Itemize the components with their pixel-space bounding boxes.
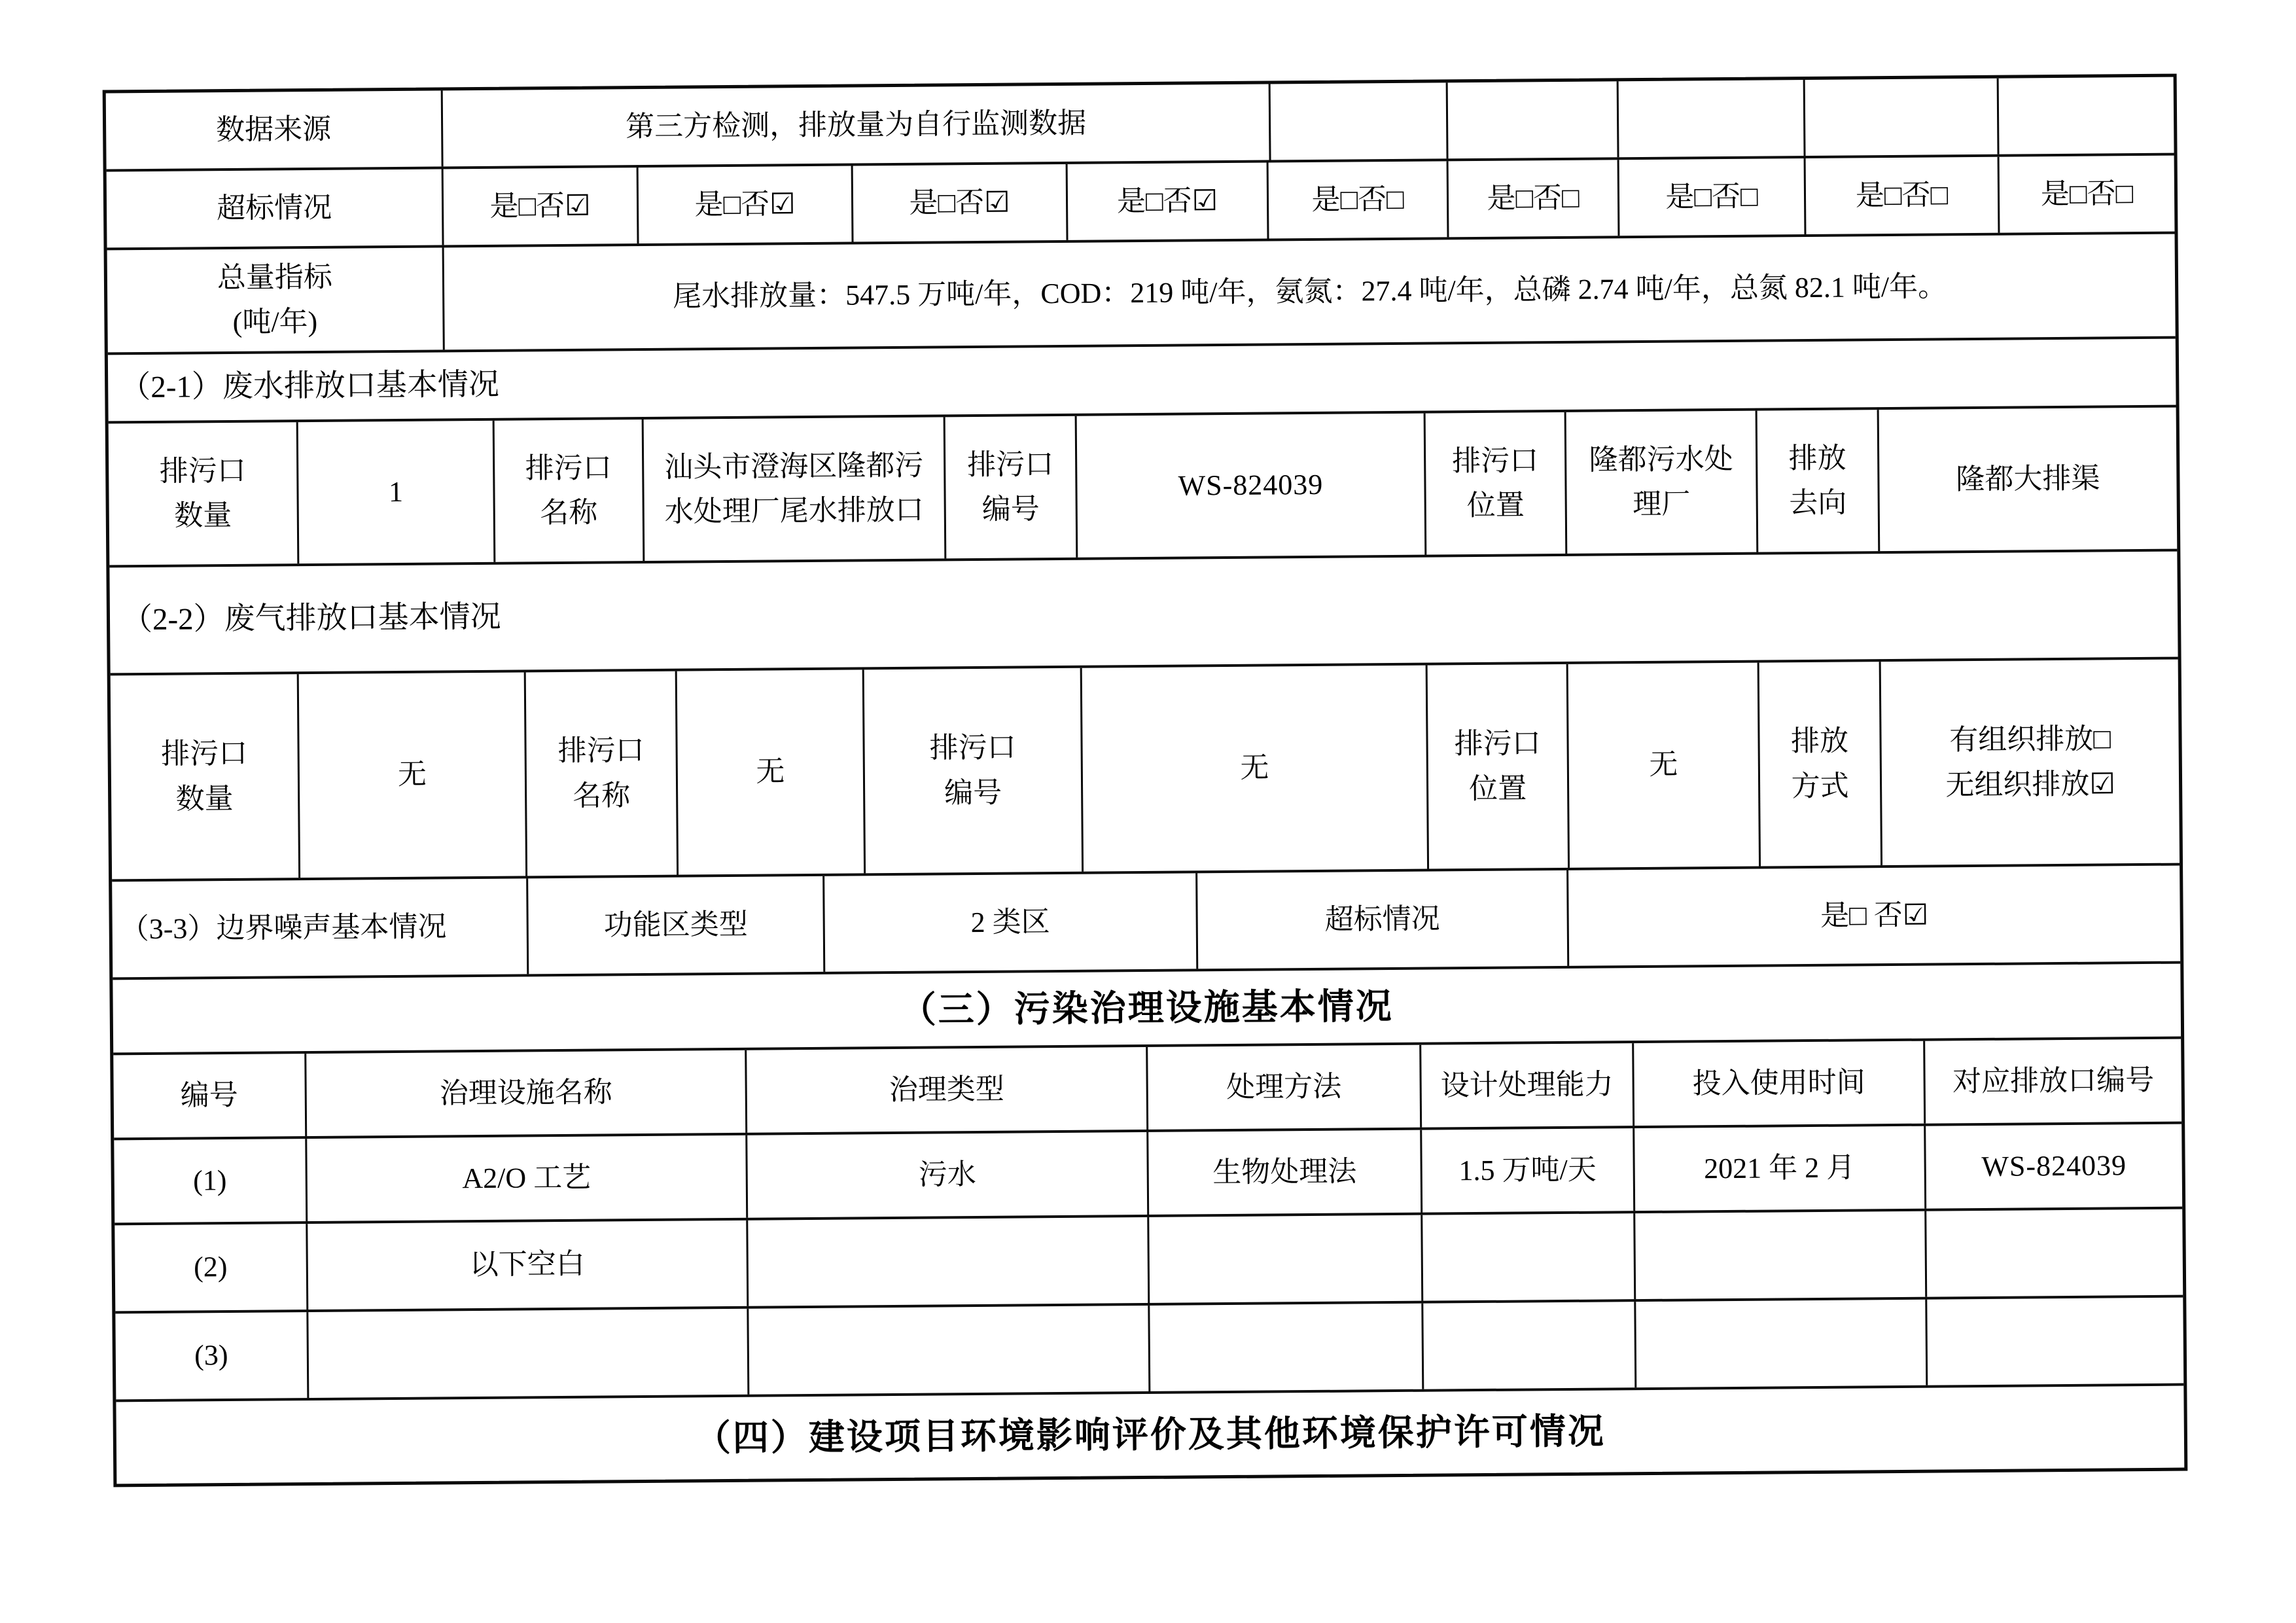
- discharge-direction-label-cell: 排放 去向: [1757, 410, 1881, 552]
- facility-cell-outlet-code: [1927, 1298, 2183, 1385]
- facility-cell-start-time: [1635, 1211, 1927, 1299]
- empty-cell: [1448, 81, 1619, 158]
- section-4-title-row: [116, 1386, 2184, 1484]
- total-quota-label-cell: 总量指标 (吨/年): [107, 247, 445, 352]
- facility-col-header-capacity: 设计处理能力: [1421, 1043, 1634, 1128]
- facility-cell-name: A2/O 工艺: [307, 1135, 748, 1221]
- section-2-1-title: （2-1）废水排放口基本情况: [120, 367, 500, 405]
- noise-section-title-cell: （3-3）边界噪声基本情况: [112, 878, 529, 977]
- facility-cell-capacity: [1423, 1302, 1636, 1389]
- facility-col-header-method: 处理方法: [1148, 1045, 1422, 1130]
- exceedance-label-cell: 超标情况: [107, 169, 444, 247]
- gas-outlet-row: [111, 660, 2180, 882]
- wastewater-outlet-row: [109, 408, 2178, 568]
- total-quota-row: [107, 234, 2176, 355]
- section-3-title: （三）污染治理设施基本情况: [900, 986, 1394, 1030]
- gas-outlet-code-value-cell: 无: [1082, 666, 1429, 872]
- empty-cell: [1999, 77, 2174, 154]
- exceedance-checkbox-cell: 是□否□: [1619, 158, 1807, 236]
- exceedance-checkbox-cell: 是□否□: [1269, 161, 1449, 238]
- facility-cell-outlet-code: [1926, 1209, 2183, 1297]
- facility-cell-type: [749, 1306, 1150, 1395]
- outlet-count-value-cell: 1: [298, 421, 496, 563]
- exceedance-checkbox-cell: 是□否□: [1806, 157, 2000, 234]
- facility-col-header-no: 编号: [113, 1054, 307, 1137]
- facility-cell-type: 污水: [747, 1132, 1149, 1218]
- facility-cell-method: 生物处理法: [1148, 1130, 1422, 1215]
- gas-outlet-location-label-cell: 排污口 位置: [1428, 664, 1570, 869]
- facility-cell-method: [1150, 1304, 1424, 1391]
- facility-col-header-outlet-code: 对应排放口编号: [1952, 1063, 2155, 1098]
- section-4-title: （四）建设项目环境影响评价及其他环境保护许可情况: [694, 1411, 1606, 1459]
- facility-cell-capacity: 1.5 万吨/天: [1422, 1128, 1635, 1213]
- exceedance-checkbox-cell: 是□否□: [1449, 160, 1620, 237]
- facility-row-1: [114, 1124, 2182, 1226]
- discharge-mode-label-cell: 排放 方式: [1759, 662, 1882, 866]
- exceedance-checkbox-cell: 是□否☑: [853, 164, 1069, 242]
- facility-cell-method: [1149, 1215, 1423, 1303]
- facility-cell-start-time: [1636, 1300, 1928, 1387]
- facility-header-row: [113, 1039, 2181, 1141]
- outlet-location-value-cell: 隆都污水处 理厂: [1566, 411, 1759, 554]
- discharge-mode-checkbox-cell: 有组织排放□ 无组织排放☑: [1945, 722, 2115, 801]
- facility-cell-outlet-code: WS-824039: [1981, 1149, 2127, 1183]
- exceedance-checkbox-cell: 是□否□: [2040, 177, 2134, 211]
- facility-col-header-type: 治理类型: [747, 1047, 1148, 1133]
- data-source-label-cell: 数据来源: [106, 90, 444, 169]
- facility-row-3: [115, 1298, 2183, 1402]
- outlet-name-label-cell: 排污口 名称: [495, 419, 645, 562]
- facility-col-header-name: 治理设施名称: [306, 1050, 747, 1136]
- zone-type-value-cell: 2 类区: [824, 873, 1198, 971]
- outlet-code-value-cell: WS-824039: [1077, 414, 1427, 558]
- outlet-name-value-cell: 汕头市澄海区隆都污 水处理厂尾水排放口: [644, 417, 947, 561]
- data-source-value-cell: 第三方检测，排放量为自行监测数据: [443, 84, 1271, 166]
- facility-cell-name: [308, 1309, 749, 1398]
- gas-outlet-name-value-cell: 无: [677, 669, 866, 874]
- facility-cell-name: 以下空白: [308, 1221, 749, 1310]
- facility-cell-start-time: 2021 年 2 月: [1634, 1126, 1926, 1211]
- exceedance-checkbox-cell: 是□否☑: [444, 168, 639, 245]
- facility-cell-no: (3): [115, 1312, 309, 1399]
- permit-info-table: [103, 74, 2188, 1488]
- empty-cell: [1805, 79, 2000, 156]
- noise-exceedance-checkbox-cell: 是□ 否☑: [1820, 899, 1929, 932]
- outlet-location-label-cell: 排污口 位置: [1426, 412, 1568, 555]
- gas-outlet-name-label-cell: 排污口 名称: [526, 671, 679, 876]
- facility-cell-type: [748, 1217, 1150, 1306]
- outlet-code-label-cell: 排污口 编号: [945, 416, 1078, 559]
- empty-cell: [1619, 80, 1806, 157]
- zone-type-label-cell: 功能区类型: [528, 876, 825, 974]
- facility-row-2: [115, 1209, 2183, 1314]
- section-2-2-title: （2-2）废气排放口基本情况: [121, 599, 501, 637]
- empty-cell: [1271, 82, 1449, 160]
- noise-row: [112, 866, 2180, 980]
- gas-outlet-code-label-cell: 排污口 编号: [864, 668, 1084, 874]
- gas-outlet-location-value-cell: 无: [1568, 663, 1761, 868]
- exceedance-checkbox-cell: 是□否☑: [1068, 162, 1269, 240]
- discharge-direction-value-cell: 隆都大排渠: [1956, 462, 2100, 496]
- facility-cell-no: (2): [115, 1224, 308, 1311]
- gas-outlet-count-value-cell: 无: [299, 672, 527, 878]
- facility-cell-capacity: [1422, 1213, 1636, 1301]
- exceedance-checkbox-cell: 是□否☑: [639, 166, 854, 243]
- section-2-2-title-row: [109, 552, 2178, 676]
- gas-outlet-count-label-cell: 排污口 数量: [111, 674, 300, 879]
- outlet-count-label-cell: 排污口 数量: [109, 422, 300, 565]
- facility-col-header-start-time: 投入使用时间: [1634, 1041, 1926, 1126]
- total-quota-value-cell: 尾水排放量：547.5 万吨/年，COD：219 吨/年，氨氮：27.4 吨/年，总磷 2.74 吨/年，总氮 82.1 吨/年。: [672, 270, 1947, 313]
- noise-exceedance-label-cell: 超标情况: [1197, 870, 1569, 969]
- facility-cell-no: (1): [114, 1139, 308, 1222]
